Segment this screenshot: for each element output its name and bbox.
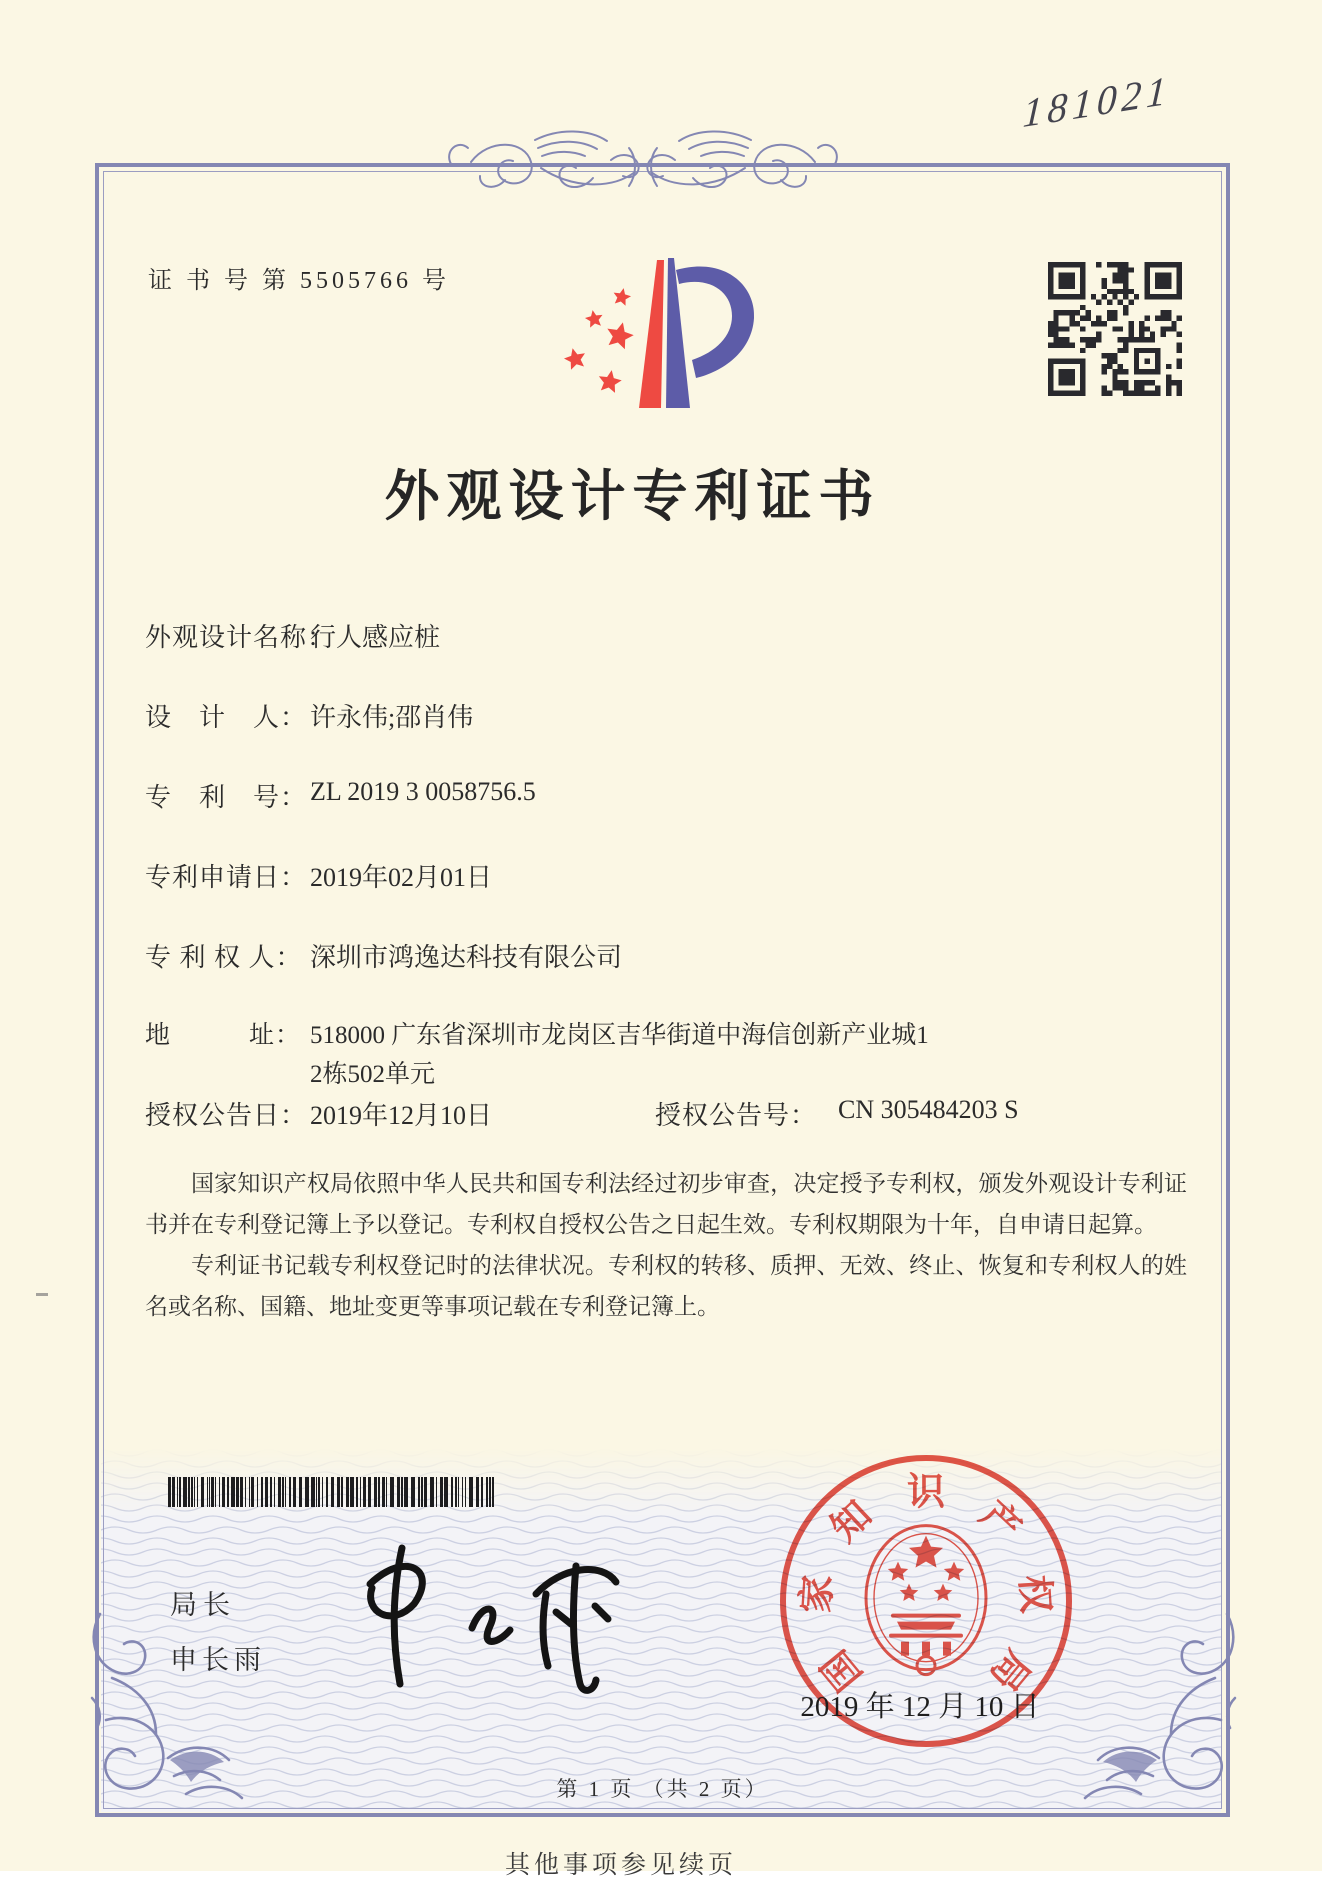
field-label-grant-date: 授权公告日： xyxy=(145,1101,308,1130)
signer-name: 申长雨 xyxy=(170,1645,266,1675)
seal-ring-char: 知 xyxy=(823,1493,881,1551)
page-number: 第 1 页 （共 2 页） xyxy=(556,1777,769,1801)
field-label-design-name: 外观设计名称： xyxy=(145,623,335,652)
certificate-number: 证 书 号 第 5505766 号 xyxy=(148,268,450,294)
body-paragraph-2: 专利证书记载专利权登记时的法律状况。专利权的转移、质押、无效、终止、恢复和专利权人的姓名或名称、国籍、地址变更等事项记载在专利登记簿上。 xyxy=(145,1253,1187,1319)
legal-body-text xyxy=(145,1163,1187,1327)
field-value-design-name: 行人感应桩 xyxy=(310,623,441,652)
dragon-flourish-ornament xyxy=(443,120,843,206)
qr-code-icon xyxy=(1048,262,1182,396)
handwritten-note: 181021 xyxy=(1021,66,1173,137)
seal-ring-char: 产 xyxy=(971,1493,1029,1551)
field-label-filing-date: 专利申请日： xyxy=(145,863,308,892)
body-paragraph-1: 国家知识产权局依照中华人民共和国专利法经过初步审查，决定授予专利权，颁发外观设计专利证书并在专利登记簿上予以登记。专利权自授权公告之日起生效。专利权期限为十年，自申请日起算。 xyxy=(145,1171,1187,1237)
field-value-filing-date: 2019年02月01日 xyxy=(310,863,493,892)
document-title: 外观设计专利证书 xyxy=(384,466,881,527)
cnipa-logo-icon xyxy=(560,248,770,418)
field-value-grant-date: 2019年12月10日 xyxy=(310,1101,493,1130)
field-label-grant-number: 授权公告号： xyxy=(655,1101,818,1130)
field-value-grant-number: CN 305484203 S xyxy=(838,1095,1019,1124)
barcode-icon xyxy=(168,1477,500,1507)
field-value-patentee: 深圳市鸿逸达科技有限公司 xyxy=(310,943,623,972)
seal-ring-char: 家 xyxy=(795,1573,840,1615)
national-emblem-icon xyxy=(851,1514,1001,1682)
handwritten-signature-icon xyxy=(348,1532,628,1707)
pencil-edge-mark xyxy=(36,1293,48,1296)
field-label-patentee: 专 利 权 人： xyxy=(145,943,303,972)
field-label-designer: 设 计 人： xyxy=(145,703,308,732)
field-label-address: 地 址： xyxy=(145,1022,302,1049)
field-value-designer: 许永伟;邵肖伟 xyxy=(310,703,474,732)
seal-date: 2019 年 12 月 10 日 xyxy=(800,1691,1040,1723)
field-value-address-line1: 518000 广东省深圳市龙岗区吉华街道中海信创新产业城1 xyxy=(310,1022,929,1049)
seal-ring-char: 国 xyxy=(813,1641,871,1699)
signer-title: 局长 xyxy=(170,1590,236,1620)
seal-ring-char: 局 xyxy=(981,1641,1039,1699)
seal-ring-char: 权 xyxy=(1012,1573,1057,1615)
field-label-patent-number: 专 利 号： xyxy=(145,783,308,812)
cutoff-bottom-text: 其他事项参见续页 xyxy=(505,1852,738,1879)
field-value-address-line2: 2栋502单元 xyxy=(310,1061,436,1088)
seal-ring-char: 识 xyxy=(906,1471,946,1514)
field-value-patent-number: ZL 2019 3 0058756.5 xyxy=(310,777,536,806)
